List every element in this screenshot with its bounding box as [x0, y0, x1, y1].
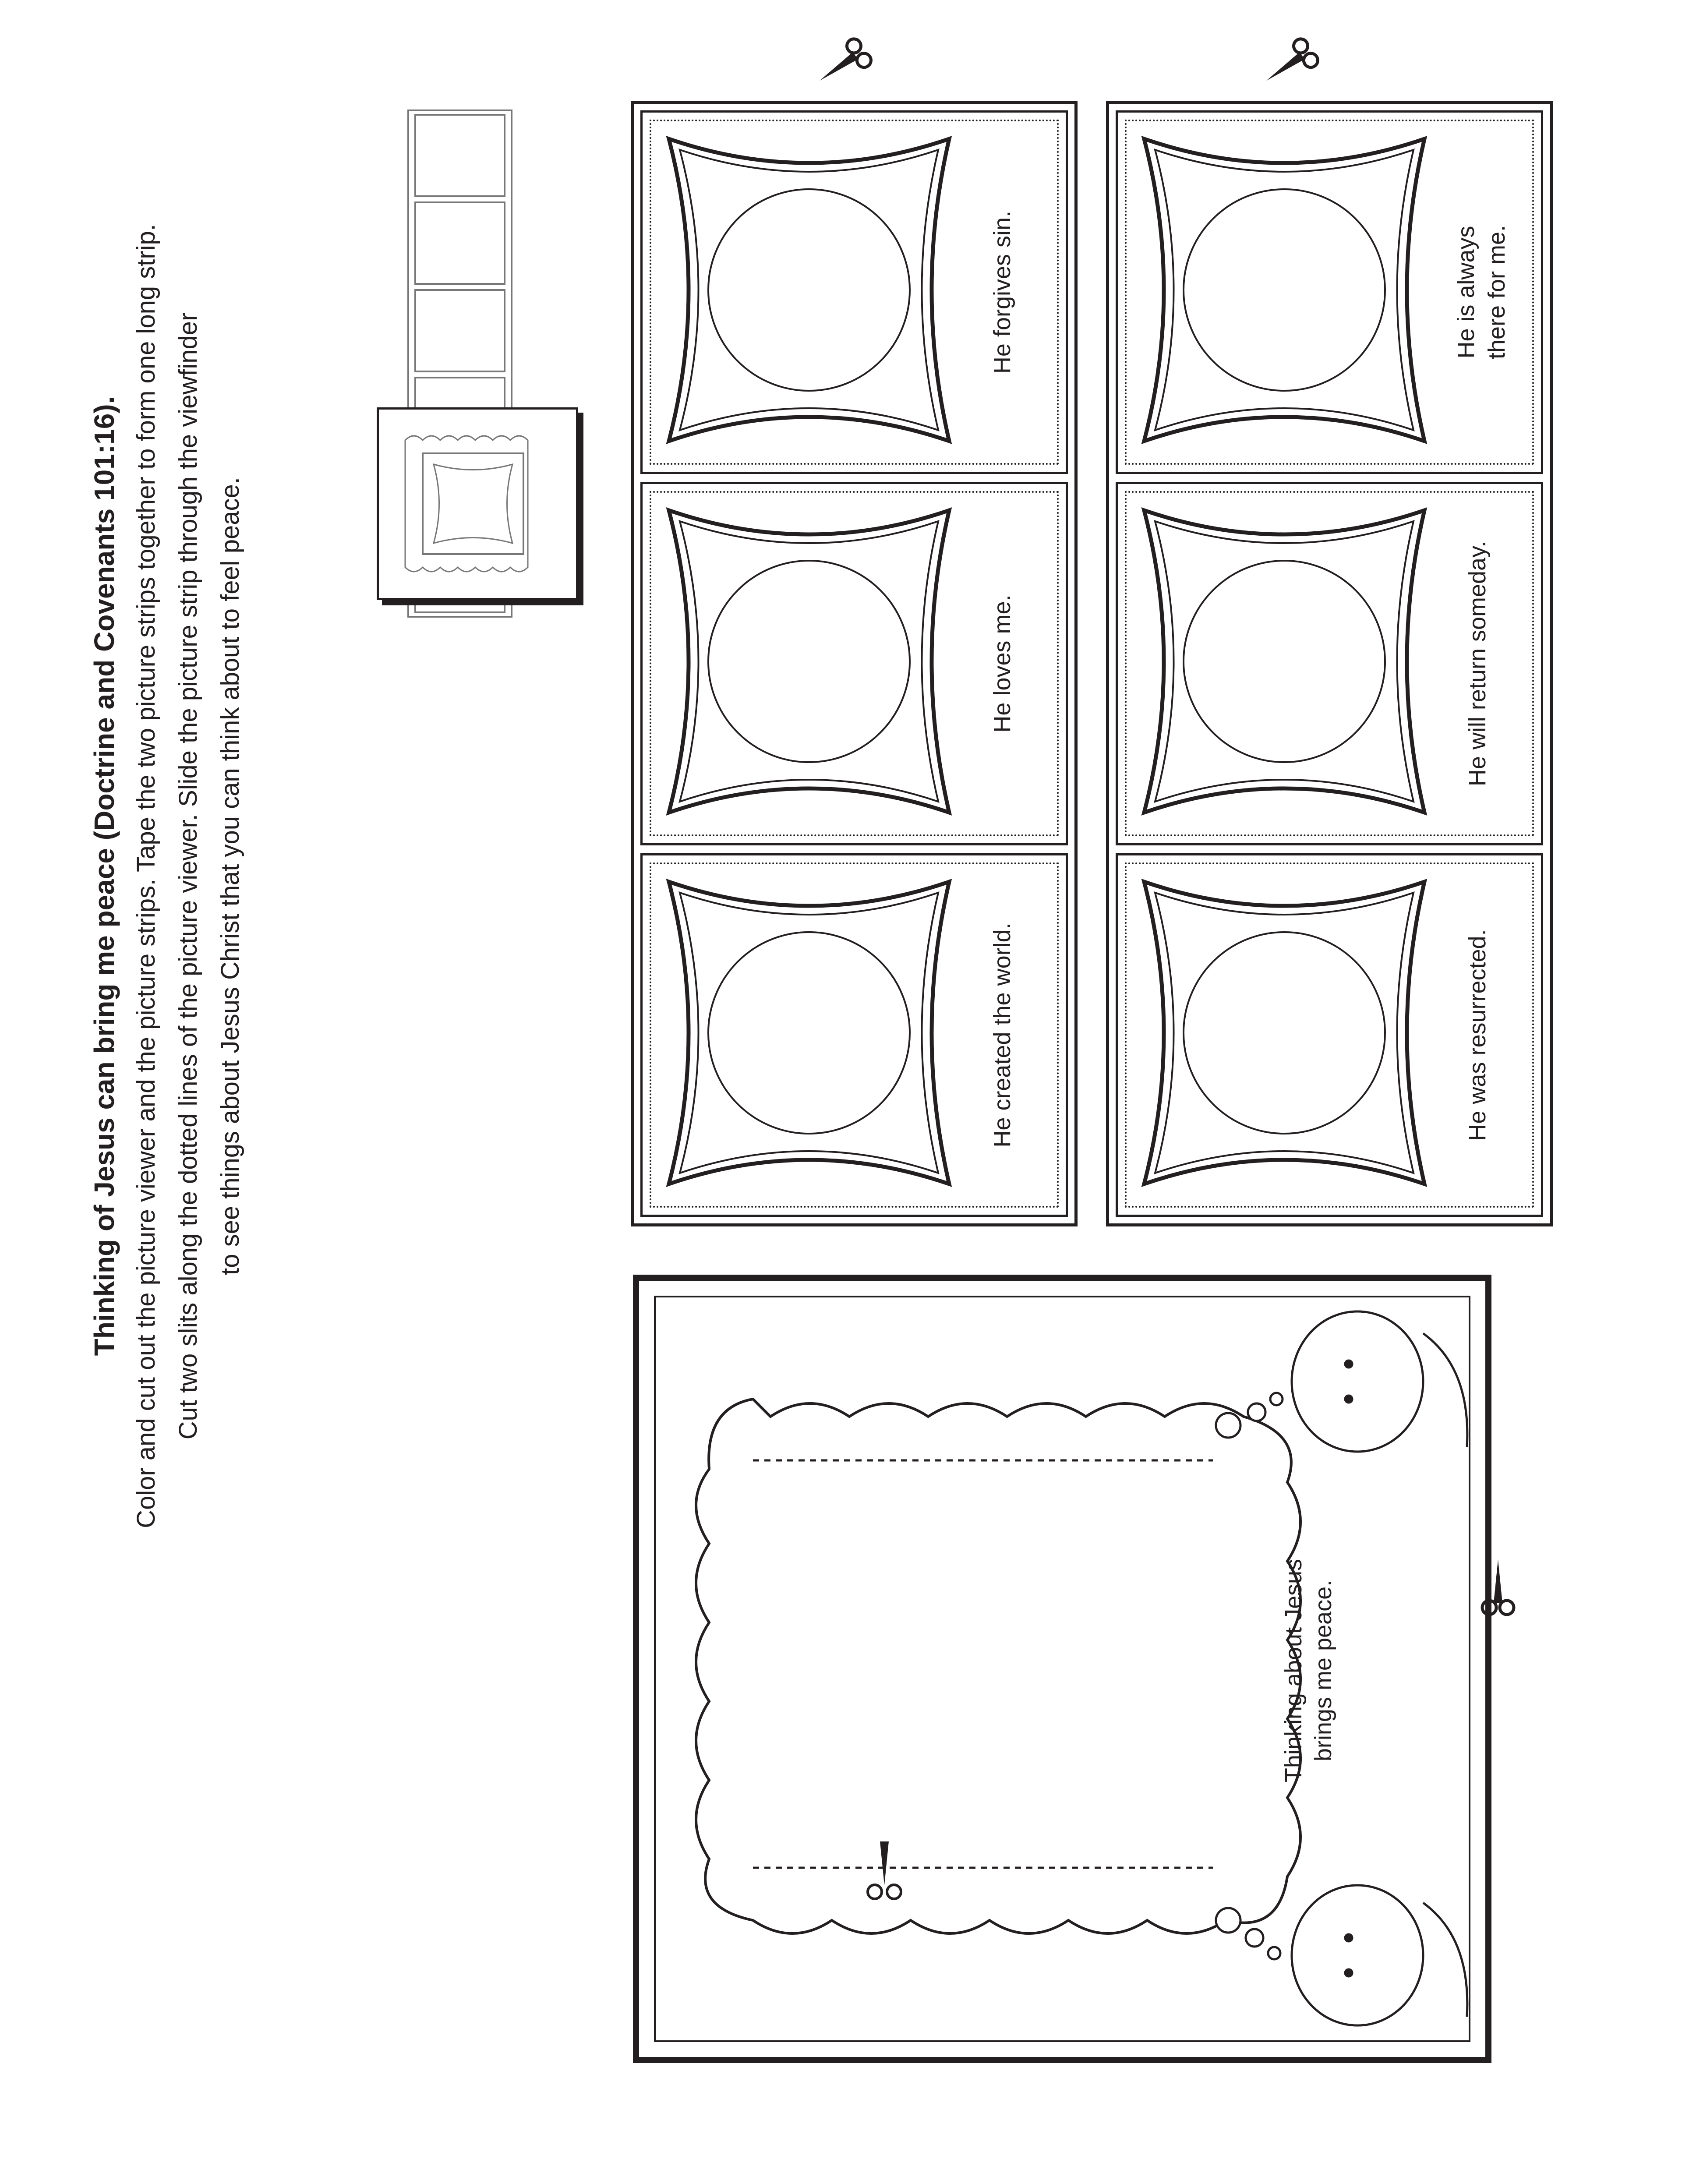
card-caption: He created the world.	[989, 922, 1015, 1148]
card-caption: there for me.	[1484, 225, 1510, 360]
picture-viewer[interactable]	[633, 1275, 1491, 2063]
thought-bubble	[639, 1281, 1484, 2056]
viewer-caption-line-2: brings me peace.	[1310, 1580, 1336, 1762]
instructions-line-1: Color and cut out the picture viewer and the picture strips. Tape the two picture strips together to form one long strip.	[132, 224, 160, 1528]
instructions-title: Thinking of Jesus can bring me peace (Doctrine and Covenants 101:16).	[88, 396, 120, 1356]
picture-card	[640, 853, 1068, 1217]
picture-card	[1116, 853, 1543, 1217]
card-caption: He forgives sin.	[989, 210, 1015, 374]
instructions	[83, 101, 276, 1651]
scissors-icon	[806, 31, 876, 101]
scissors-icon	[1253, 31, 1323, 101]
card-caption: He will return someday.	[1464, 541, 1491, 787]
viewer-caption-line-1: Thinking about Jesus	[1280, 1558, 1307, 1783]
card-caption: He is always	[1453, 226, 1479, 359]
boy-illustration	[1292, 1885, 1467, 2025]
preview-viewer	[377, 407, 578, 600]
picture-card	[640, 110, 1068, 474]
picture-card	[1116, 110, 1543, 474]
picture-card	[1116, 482, 1543, 845]
card-caption: He loves me.	[989, 594, 1015, 733]
picture-card	[640, 482, 1068, 845]
instructions-line-3: to see things about Jesus Christ that you can think about to feel peace.	[216, 477, 244, 1275]
card-caption: He was resurrected.	[1464, 929, 1491, 1141]
assembly-preview	[377, 110, 578, 618]
instructions-line-2: Cut two slits along the dotted lines of the picture viewer. Slide the picture strip through the viewfinder	[174, 312, 202, 1440]
girl-illustration	[1292, 1311, 1467, 1452]
